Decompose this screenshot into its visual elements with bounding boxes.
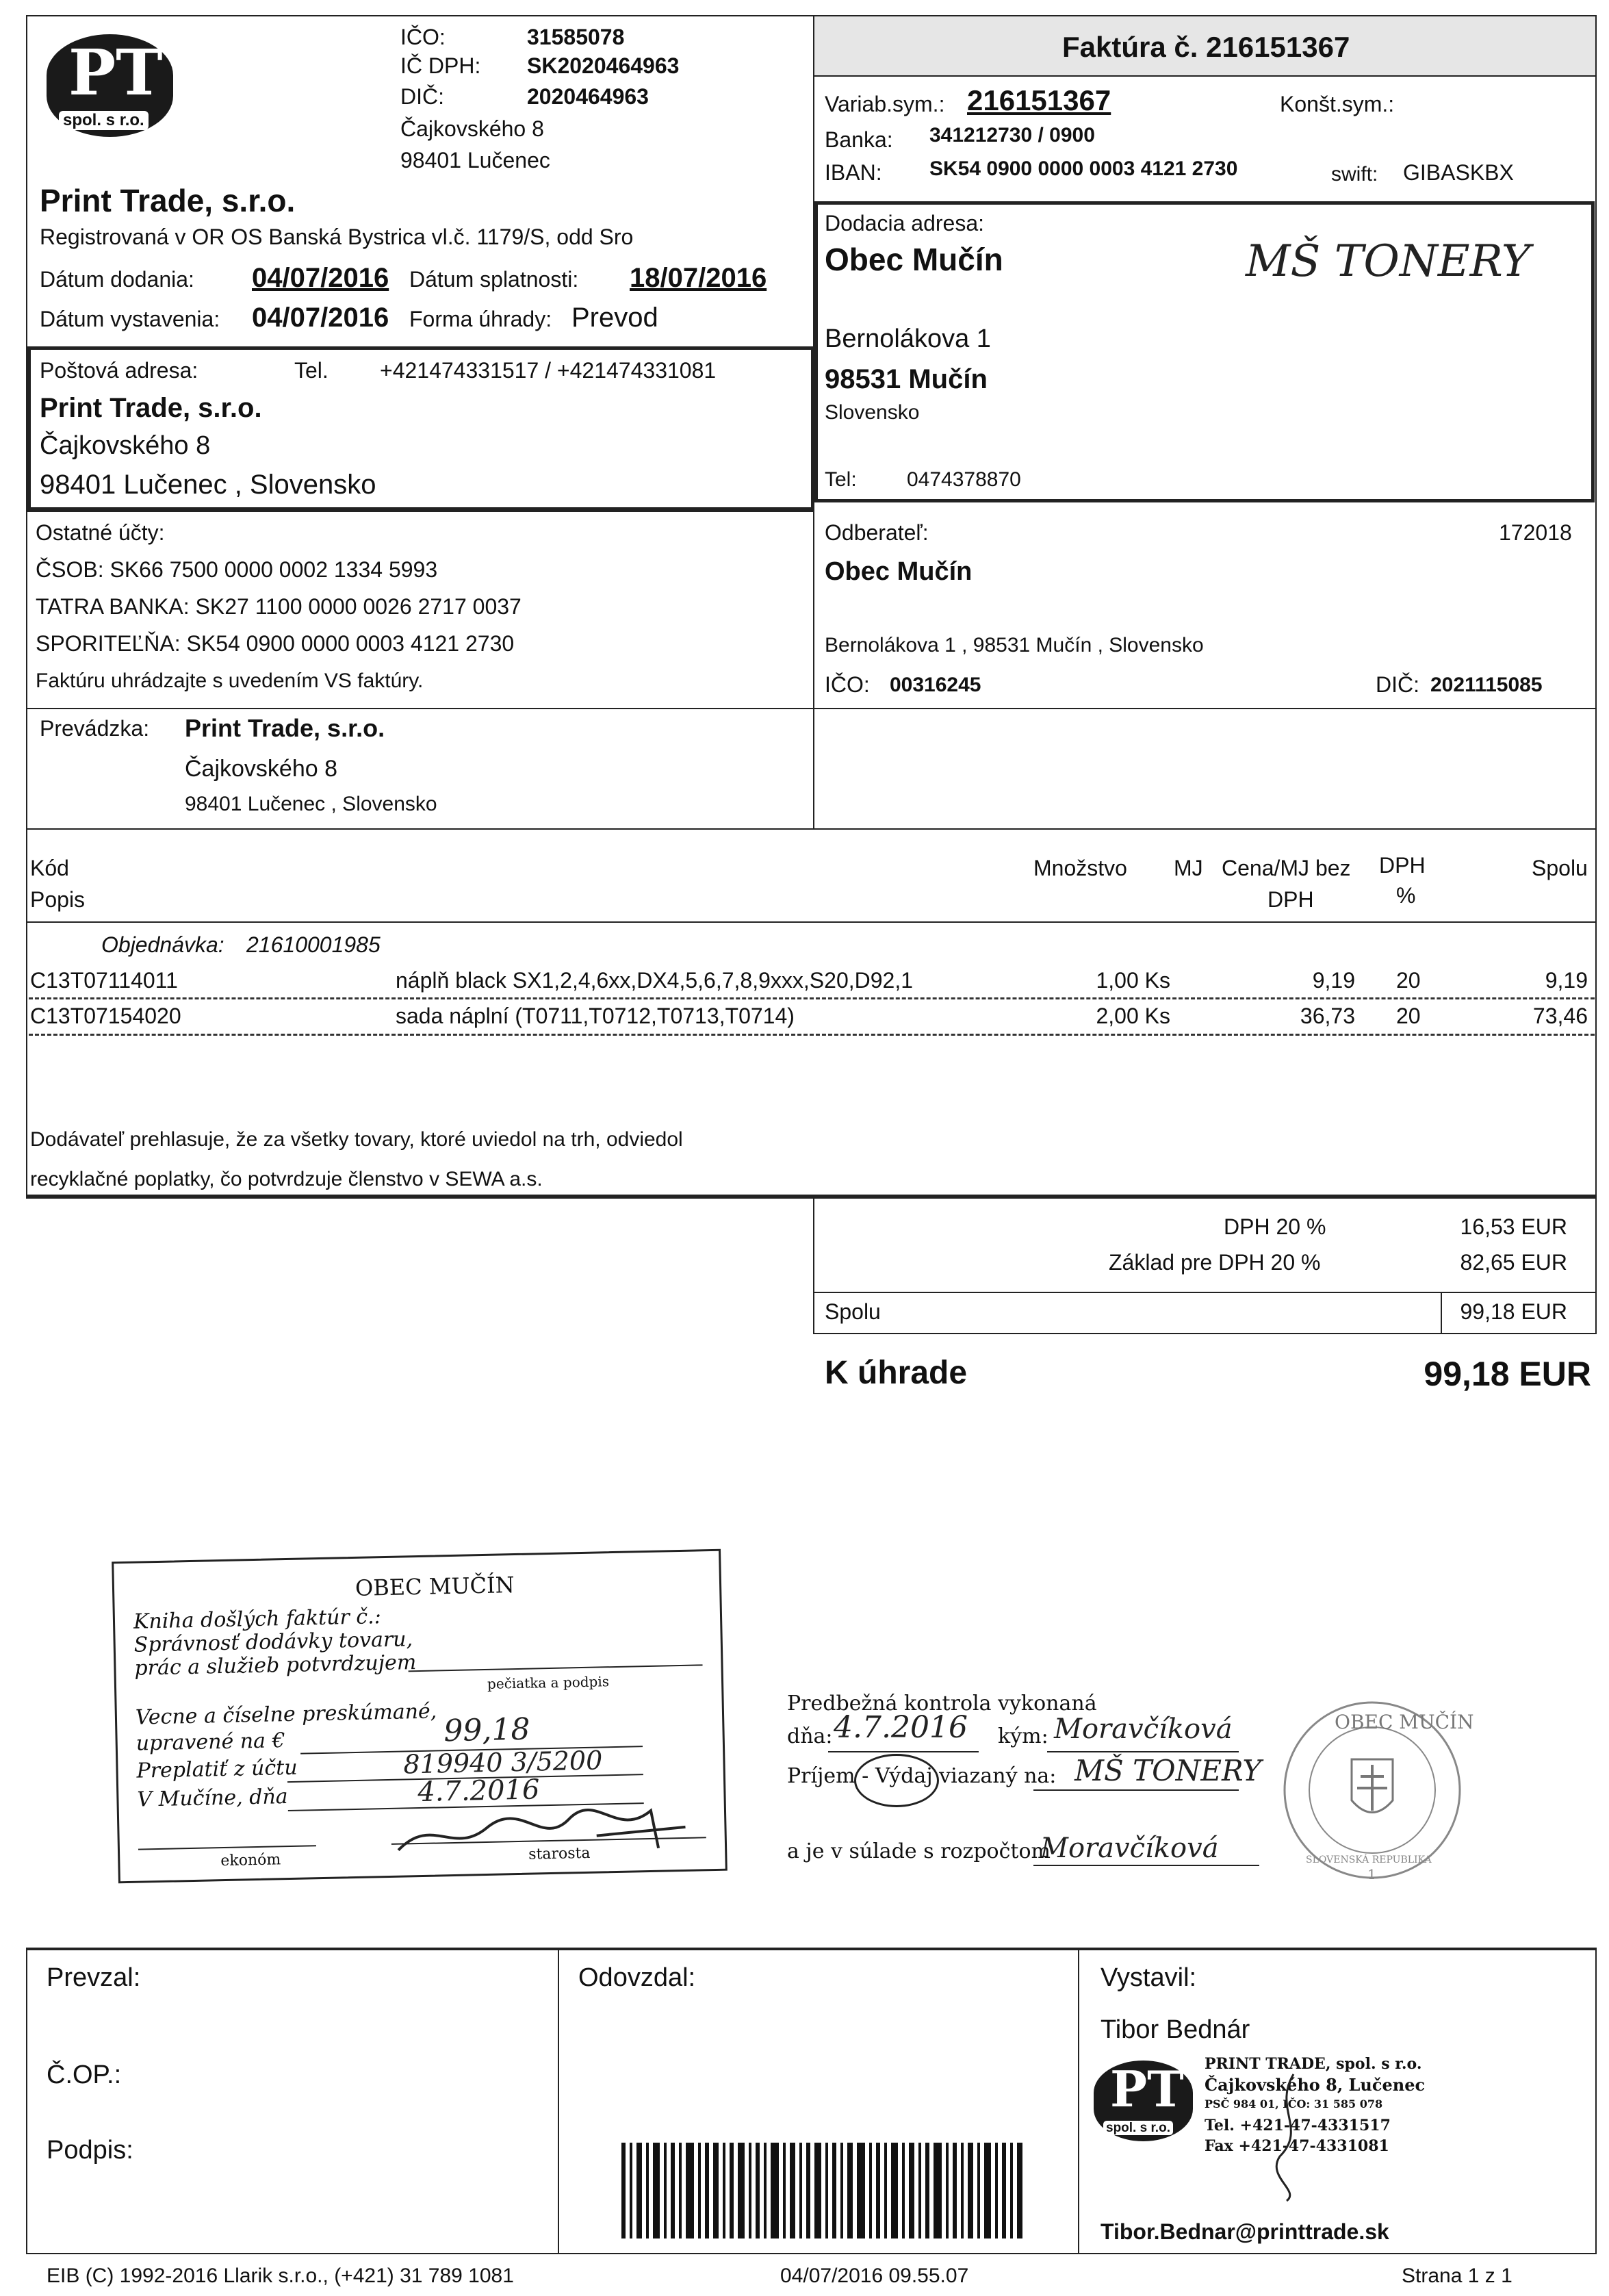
sewa-note-line-2: recyklačné poplatky, čo potvrdzuje členstvo v SEWA a.s. [30,1168,543,1190]
row-2-qty: 2,00 Ks [1096,1004,1170,1028]
customer-ico-label: IČO: [825,672,870,697]
issuer-logo-letters: PT [1110,2060,1184,2118]
control-line-3: Príjem - Výdaj viazaný na: [787,1764,1057,1788]
row-2-desc: sada náplní (T0711,T0712,T0713,T0714) [396,1004,795,1028]
dic-label: DIČ: [400,84,444,109]
row-1-desc: náplň black SX1,2,4,6xx,DX4,5,6,7,8,9xxx,S20,D92,1 [396,968,914,993]
payment-method: Prevod [571,303,658,333]
stamp-line-4: Vecne a číselne preskúmané, [135,1699,437,1730]
row-1-code: C13T07114011 [30,968,178,993]
issuer-name: Tibor Bednár [1100,2015,1250,2044]
order-label: Objednávka: [101,932,224,957]
stamp-value-6: 819940 3/5200 [403,1745,603,1780]
col-unit-header: MJ [1174,856,1203,880]
accounts-label: Ostatné účty: [36,520,165,545]
vydaj-circle [854,1754,939,1807]
customer-label: Odberateľ: [825,520,929,545]
account-csob: ČSOB: SK66 7500 0000 0002 1334 5993 [36,557,438,582]
issuer-email[interactable]: Tibor.Bednar@printtrade.sk [1100,2219,1389,2244]
control-binding: MŠ TONERY [1074,1754,1262,1787]
bank-label: Banka: [825,127,893,152]
total-amount: 99,18 EUR [1460,1299,1567,1324]
logo-subtitle: spol. s r.o. [59,111,149,130]
iban-value: SK54 0900 0000 0003 4121 2730 [929,157,1238,180]
stamp-line-5: upravené na € [136,1729,285,1756]
page-number: Strana 1 z 1 [1402,2265,1513,2287]
stamp-line-3: prác a služieb potvrdzujem [134,1650,417,1681]
issuer-signature [1246,2067,1328,2204]
control-underline [1033,1865,1259,1866]
account-sporitelna: SPORITEĽŇA: SK54 0900 0000 0003 4121 2730 [36,631,515,656]
row-1-qty: 1,00 Ks [1096,968,1170,993]
delivery-street: Bernolákova 1 [825,324,991,353]
delivery-label: Dodacia adresa: [825,211,985,235]
stamp-value-5: 99,18 [443,1711,530,1749]
footer-divider [1078,1948,1079,2254]
customer-address: Bernolákova 1 , 98531 Mučín , Slovensko [825,634,1204,656]
control-signature: Moravčíková [1040,1833,1219,1864]
delivery-date-label: Dátum dodania: [40,267,194,292]
supplier-street: Čajkovského 8 [400,116,544,141]
vat-amount: 16,53 EUR [1460,1214,1567,1239]
municipal-seal [1280,1698,1474,1883]
delivery-city: 98531 Mučín [825,364,988,394]
icdph-value: SK2020464963 [527,53,680,78]
row-separator [29,1034,1595,1036]
control-line-2b: kým: [998,1724,1048,1748]
stamp-footer-2: starosta [528,1844,591,1863]
row-2-code: C13T07154020 [30,1004,181,1028]
row-1-vat: 20 [1396,968,1421,993]
issue-date: 04/07/2016 [252,303,389,333]
footer-divider [558,1948,559,2254]
customer-dic: 2021115085 [1430,674,1543,696]
received-label: Prevzal: [47,1963,141,1992]
customer-ico: 00316245 [890,674,981,696]
stamp-line-7: V Mučíne, dňa [137,1785,288,1812]
control-line-4: a je v súlade s rozpočtom [787,1839,1051,1863]
postal-tel: +421474331517 / +421474331081 [380,358,717,383]
premises-label: Prevádzka: [40,716,150,741]
delivery-tel: 0474378870 [907,468,1021,491]
accounts-line [26,511,813,512]
stamp-title: OBEC MUČÍN [355,1572,515,1601]
col-qty-header: Množstvo [1033,856,1127,880]
issue-date-label: Dátum vystavenia: [40,307,220,331]
ks-label: Konšt.sym.: [1280,92,1395,116]
id-card-label: Č.OP.: [47,2061,122,2089]
sewa-note-line-1: Dodávateľ prehlasuje, že za všetky tovary, ktoré uviedol na trh, odviedol [30,1128,683,1151]
base-label: Základ pre DPH 20 % [1109,1250,1321,1275]
postal-city: 98401 Lučenec , Slovensko [40,470,376,500]
control-date: 4.7.2016 [834,1710,968,1745]
icdph-label: IČ DPH: [400,53,481,78]
control-underline [1033,1789,1239,1791]
stamp-footer-1: ekonóm [220,1851,281,1870]
row-2-total: 73,46 [1532,1004,1588,1028]
col-price-header: Cena/MJ bez [1222,856,1351,880]
signature-label: Podpis: [47,2136,133,2165]
control-person: Moravčíková [1054,1713,1233,1745]
issuer-stamp-line-3: PSČ 984 01, IČO: 31 585 078 [1205,2097,1383,2110]
issuer-stamp-line-4: Tel. +421-47-4331517 [1205,2117,1391,2134]
col-code-header: Kód [30,856,69,880]
iban-label: IBAN: [825,160,882,185]
software-copyright: EIB (C) 1992-2016 Llarik s.r.o., (+421) 31 789 1081 [47,2265,514,2287]
issued-label: Vystavil: [1100,1963,1197,1992]
stamp-line-3b: pečiatka a podpis [487,1673,610,1692]
stamp-line-2: Správnosť dodávky tovaru, [133,1627,413,1657]
company-logo [47,34,173,137]
issuer-logo-subtitle: spol. s r.o. [1103,2121,1173,2135]
barcode [621,2143,1025,2238]
row-separator [29,997,1595,999]
items-header-line [26,921,1597,923]
row-1-price: 9,19 [1312,968,1355,993]
stamp-line-6: Preplatiť z účtu [136,1755,298,1783]
premises-city: 98401 Lučenec , Slovensko [185,793,437,815]
order-number: 21610001985 [246,932,381,957]
control-line-1: Predbežná kontrola vykonaná [787,1692,1097,1715]
due-date-label: Dátum splatnosti: [409,267,579,292]
seal-text: OBEC MUČÍN [1335,1711,1474,1733]
print-timestamp: 04/07/2016 09.55.07 [780,2265,969,2287]
supplier-name: Print Trade, s.r.o. [40,183,296,218]
receipt-stamp [112,1549,728,1884]
control-underline [828,1751,979,1752]
issuer-stamp-line-1: PRINT TRADE, spol. s r.o. [1205,2055,1422,2073]
pay-amount: 99,18 EUR [1424,1355,1591,1393]
summary-total-line [813,1292,1597,1293]
row-2-vat: 20 [1396,1004,1421,1028]
vs-label: Variab.sym.: [825,92,945,116]
customer-dic-label: DIČ: [1376,672,1419,697]
col-vat-header-2: % [1396,883,1416,908]
col-total-header: Spolu [1532,856,1588,880]
customer-name: Obec Mučín [825,557,973,586]
delivery-name: Obec Mučín [825,242,1003,277]
account-tatra: TATRA BANKA: SK27 1100 0000 0026 2717 0037 [36,594,522,619]
col-price-header-2: DPH [1267,887,1314,912]
supplier-city: 98401 Lučenec [400,148,550,173]
delivery-handwritten-note: MŠ TONERY [1246,236,1531,287]
vs-value: 216151367 [967,84,1111,116]
title-bar-line [813,75,1597,77]
supplier-registration: Registrovaná v OR OS Banská Bystrica vl.č. 1179/S, odd Sro [40,225,634,249]
accounts-note: Faktúru uhrádzajte s uvedením VS faktúry. [36,669,424,692]
dic-value: 2020464963 [527,84,649,109]
delivery-date: 04/07/2016 [252,263,389,293]
col-desc-header: Popis [30,887,86,912]
premises-street: Čajkovského 8 [185,756,338,782]
payment-label: Forma úhrady: [409,307,552,331]
delivery-tel-label: Tel: [825,468,857,491]
control-underline [1047,1751,1239,1752]
signature-scribble [391,1796,693,1864]
due-date: 18/07/2016 [630,263,767,293]
postal-label: Poštová adresa: [40,358,198,383]
swift-label: swift: [1331,163,1378,186]
customer-code: 172018 [1499,520,1572,545]
pay-label: K úhrade [825,1355,968,1391]
seal-number: 1 [1367,1866,1376,1883]
invoice-title: Faktúra č. 216151367 [1062,31,1350,63]
premises-line [26,708,1597,709]
swift-value: GIBASKBX [1403,160,1514,185]
issuer-stamp-line-2: Čajkovského 8, Lučenec [1205,2075,1426,2095]
ico-value: 31585078 [527,25,625,49]
col-vat-header: DPH [1379,853,1426,878]
stamp-line-1: Kniha došlých faktúr č.: [133,1605,382,1634]
handed-label: Odovzdal: [578,1963,696,1992]
postal-name: Print Trade, s.r.o. [40,393,262,423]
vat-label: DPH 20 % [1224,1214,1326,1239]
row-2-price: 36,73 [1300,1004,1355,1028]
logo-letters: PT [68,36,163,110]
postal-tel-label: Tel. [294,358,329,383]
premises-name: Print Trade, s.r.o. [185,714,385,742]
row-1-total: 9,19 [1545,968,1588,993]
control-line-2: dňa: [787,1724,833,1748]
issuer-stamp-line-5: Fax +421-47-4331081 [1205,2137,1389,2155]
stamp-value-7: 4.7.2016 [417,1774,540,1809]
base-amount: 82,65 EUR [1460,1250,1567,1275]
delivery-country: Slovensko [825,401,920,424]
postal-street: Čajkovského 8 [40,431,211,460]
seal-subtext: SLOVENSKÁ REPUBLIKA [1306,1854,1432,1865]
ico-label: IČO: [400,25,446,49]
total-label: Spolu [825,1299,881,1324]
bank-value: 341212730 / 0900 [929,124,1095,146]
issuer-stamp-logo [1094,2061,1193,2141]
